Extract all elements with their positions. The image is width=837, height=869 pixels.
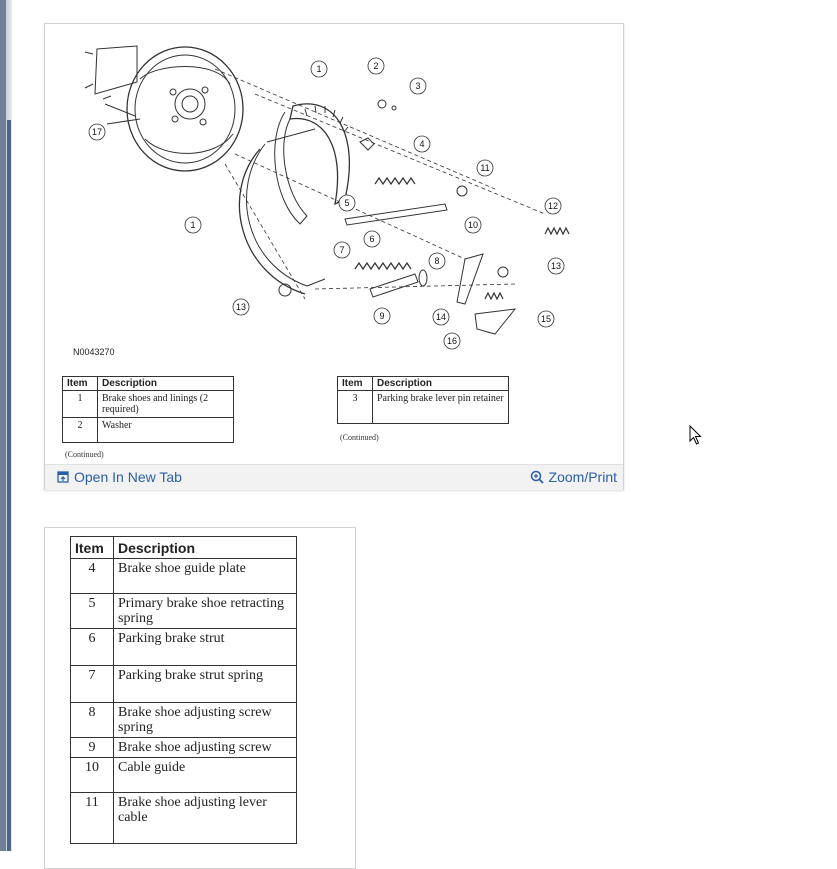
callout-15: 15 bbox=[540, 314, 552, 324]
callout-5: 5 bbox=[344, 198, 350, 208]
table-row bbox=[71, 703, 297, 738]
col-item-header: Item bbox=[338, 377, 373, 391]
zoom-print-label: Zoom/Print bbox=[548, 469, 617, 485]
col-description-header: Description bbox=[373, 377, 509, 391]
item-description: Brake shoes and linings (2 required) bbox=[98, 391, 234, 418]
col-description-header: Description bbox=[98, 377, 234, 391]
window-left-edge bbox=[0, 0, 12, 851]
callout-9: 9 bbox=[379, 311, 385, 321]
zoom-print-link[interactable] bbox=[530, 469, 617, 485]
item-number: 7 bbox=[71, 666, 114, 703]
continued-note-left: (Continued) bbox=[65, 450, 104, 459]
table-row bbox=[71, 738, 297, 758]
window-edge-stripe bbox=[7, 120, 11, 851]
callout-17: 17 bbox=[91, 127, 103, 137]
item-number: 5 bbox=[71, 594, 114, 629]
table-row bbox=[71, 793, 297, 844]
table-row bbox=[63, 391, 234, 418]
item-number: 9 bbox=[71, 738, 114, 758]
callout-16: 16 bbox=[446, 336, 458, 346]
col-item-header: Item bbox=[63, 377, 98, 391]
item-description: Parking brake strut bbox=[114, 629, 297, 666]
callout-10: 10 bbox=[467, 220, 479, 230]
item-description: Washer bbox=[98, 418, 234, 443]
continued-table-card bbox=[44, 527, 356, 869]
figure-id: N0043270 bbox=[73, 347, 115, 357]
callout-1-secondary: 1 bbox=[190, 220, 196, 230]
item-number: 2 bbox=[63, 418, 98, 443]
table-row bbox=[63, 418, 234, 443]
continued-note-right: (Continued) bbox=[340, 433, 379, 442]
item-description: Parking brake lever pin retainer bbox=[373, 391, 509, 424]
table-row bbox=[71, 629, 297, 666]
callout-13-secondary: 13 bbox=[235, 302, 247, 312]
callout-7: 7 bbox=[339, 245, 345, 255]
table-row bbox=[71, 666, 297, 703]
figure-toolbar bbox=[45, 464, 623, 490]
mouse-cursor-icon bbox=[689, 425, 703, 450]
item-number: 6 bbox=[71, 629, 114, 666]
callout-2: 2 bbox=[373, 61, 379, 71]
item-number: 11 bbox=[71, 793, 114, 844]
figure-card bbox=[44, 23, 624, 490]
item-number: 10 bbox=[71, 758, 114, 793]
table-row bbox=[71, 559, 297, 594]
parts-table-right bbox=[337, 376, 509, 424]
callout-14: 14 bbox=[435, 312, 447, 322]
item-number: 8 bbox=[71, 703, 114, 738]
col-item-header: Item bbox=[71, 537, 114, 559]
item-number: 4 bbox=[71, 559, 114, 594]
col-description-header: Description bbox=[114, 537, 297, 559]
table-row bbox=[71, 758, 297, 793]
callout-11: 11 bbox=[480, 163, 490, 173]
item-description: Brake shoe guide plate bbox=[114, 559, 297, 594]
item-number: 1 bbox=[63, 391, 98, 418]
callout-8: 8 bbox=[434, 256, 440, 266]
parts-table-continued bbox=[70, 536, 297, 844]
table-row bbox=[71, 594, 297, 629]
callout-6: 6 bbox=[369, 234, 375, 244]
item-description: Brake shoe adjusting lever cable bbox=[114, 793, 297, 844]
open-in-new-tab-link[interactable] bbox=[57, 469, 182, 485]
item-description: Brake shoe adjusting screw spring bbox=[114, 703, 297, 738]
callout-12: 12 bbox=[547, 201, 559, 211]
item-number: 3 bbox=[338, 391, 373, 424]
parts-table-left bbox=[62, 376, 234, 443]
callout-13: 13 bbox=[550, 261, 562, 271]
callout-1: 1 bbox=[316, 64, 322, 74]
table-row bbox=[338, 391, 509, 424]
open-tab-icon bbox=[57, 471, 69, 483]
item-description: Parking brake strut spring bbox=[114, 666, 297, 703]
zoom-magnifier-icon bbox=[530, 470, 544, 484]
item-description: Cable guide bbox=[114, 758, 297, 793]
item-description: Brake shoe adjusting screw bbox=[114, 738, 297, 758]
callout-3: 3 bbox=[415, 81, 421, 91]
item-description: Primary brake shoe retracting spring bbox=[114, 594, 297, 629]
open-in-new-tab-label: Open In New Tab bbox=[74, 469, 182, 485]
callout-4: 4 bbox=[419, 139, 425, 149]
